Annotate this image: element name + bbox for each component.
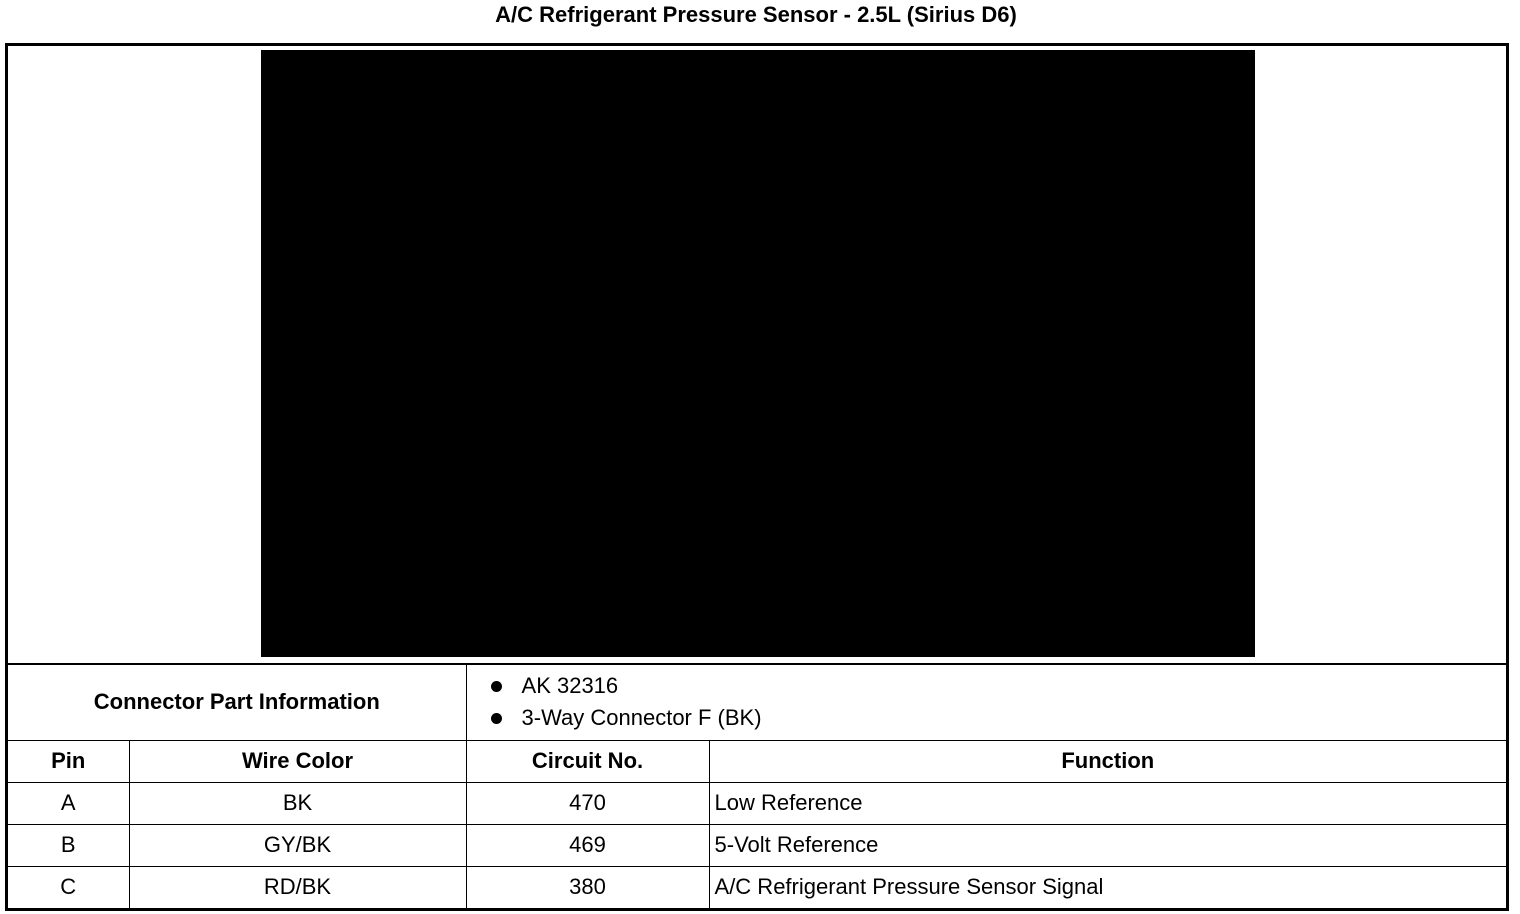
connector-info-item: [487, 670, 1507, 702]
header-wire-color: Wire Color: [129, 740, 466, 782]
connector-info-cell: [466, 665, 1506, 740]
table-row: [8, 824, 1506, 866]
bullet-icon: [491, 713, 502, 724]
connector-info-label: Connector Part Information: [8, 665, 466, 740]
header-function: Function: [709, 740, 1506, 782]
circuit-no-cell: 469: [466, 824, 709, 866]
table-row: [8, 782, 1506, 824]
function-cell: 5-Volt Reference: [709, 824, 1506, 866]
connector-info-row: [8, 665, 1506, 740]
wire-color-cell: GY/BK: [129, 824, 466, 866]
circuit-no-cell: 470: [466, 782, 709, 824]
header-pin: Pin: [8, 740, 129, 782]
wire-color-cell: RD/BK: [129, 866, 466, 908]
connector-image: [261, 50, 1255, 657]
page-title: A/C Refrigerant Pressure Sensor - 2.5L (Sirius D6): [495, 2, 1017, 27]
function-cell: Low Reference: [709, 782, 1506, 824]
pin-cell: A: [8, 782, 129, 824]
function-cell: A/C Refrigerant Pressure Sensor Signal: [709, 866, 1506, 908]
connector-info-list: [467, 670, 1507, 734]
connector-info-text: 3-Way Connector F (BK): [521, 705, 762, 731]
bullet-icon: [491, 681, 502, 692]
table-header-row: [8, 740, 1506, 782]
table-row: [8, 866, 1506, 908]
header-circuit-no: Circuit No.: [466, 740, 709, 782]
pin-cell: C: [8, 866, 129, 908]
wire-color-cell: BK: [129, 782, 466, 824]
connector-info-text: AK 32316: [521, 673, 619, 699]
connector-frame: [5, 43, 1509, 911]
connector-info-item: [487, 702, 1507, 734]
pin-table: [8, 665, 1506, 908]
pin-cell: B: [8, 824, 129, 866]
circuit-no-cell: 380: [466, 866, 709, 908]
connector-image-area: [8, 46, 1506, 665]
